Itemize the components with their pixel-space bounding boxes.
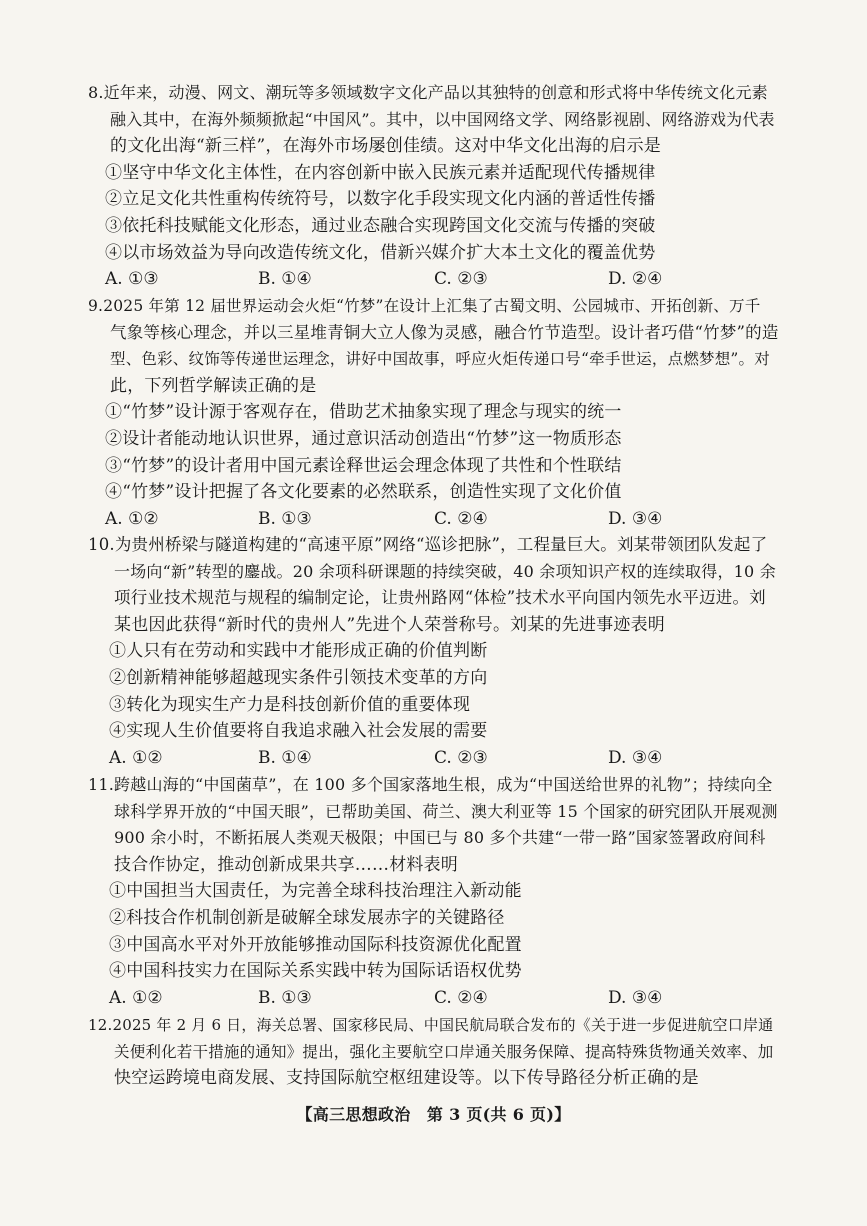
choice-c: C. ②④ <box>434 987 488 1008</box>
question-10 <box>88 532 778 771</box>
option-statement: ④中国科技实力在国际关系实践中转为国际话语权优势 <box>109 961 522 982</box>
choice-a: A. ①② <box>109 987 163 1008</box>
question-stem-line: 型、色彩、纹饰等传递世运理念，讲好中国故事，呼应火炬传递口号“牵手世运，点燃梦想”。对 <box>110 350 770 369</box>
question-stem-line: 球科学界开放的“中国天眼”，已帮助美国、荷兰、澳大利亚等 15 个国家的研究团队开展观测 <box>114 801 778 821</box>
option-statement: ①坚守中华文化主体性，在内容创新中嵌入民族元素并适配现代传播规律 <box>105 162 656 183</box>
option-statement: ②创新精神能够超越现实条件引领技术变革的方向 <box>109 667 488 688</box>
question-12 <box>88 1012 778 1092</box>
option-statement: ②立足文化共性重构传统符号，以数字化手段实现文化内涵的普适性传播 <box>105 189 656 210</box>
option-statement: ③“竹梦”的设计者用中国元素诠释世运会理念体现了共性和个性联结 <box>105 455 622 476</box>
option-statement: ①人只有在劳动和实践中才能形成正确的价值判断 <box>109 641 488 662</box>
option-statement: ②科技合作机制创新是破解全球发展赤字的关键路径 <box>109 907 505 928</box>
choice-c: C. ②④ <box>434 508 488 529</box>
question-stem-line: 11.跨越山海的“中国菌草”，在 100 多个国家落地生根，成为“中国送给世界的礼物”；持续向全 <box>88 775 773 794</box>
answer-choices <box>88 266 778 293</box>
option-statement: ②设计者能动地认识世界，通过意识活动创造出“竹梦”这一物质形态 <box>105 428 622 449</box>
choice-a: A. ①② <box>109 747 163 768</box>
option-statement: ①中国担当大国责任，为完善全球科技治理注入新动能 <box>109 881 522 902</box>
option-statement: ④以市场效益为导向改造传统文化，借新兴媒介扩大本土文化的覆盖优势 <box>105 242 656 263</box>
question-stem-line: 一场向“新”转型的鏖战。20 余项科研课题的持续突破，40 余项知识产权的连续取得，10 余 <box>114 561 776 581</box>
choice-d: D. ③④ <box>608 508 663 529</box>
question-stem-line: 9.2025 年第 12 届世界运动会火炬“竹梦”在设计上汇集了古蜀文明、公园城市、开拓创新、万千 <box>88 297 761 315</box>
answer-choices <box>88 985 778 1012</box>
option-statement: ④实现人生价值要将自我追求融入社会发展的需要 <box>109 721 488 742</box>
answer-choices <box>88 506 778 533</box>
option-statement: ③中国高水平对外开放能够推动国际科技资源优化配置 <box>109 934 522 955</box>
choice-d: D. ③④ <box>608 987 663 1008</box>
choice-b: B. ①④ <box>258 269 312 290</box>
choice-d: D. ②④ <box>608 269 663 290</box>
question-stem-line: 8.近年来，动漫、网文、潮玩等多领域数字文化产品以其独特的创意和形式将中华传统文化元素 <box>88 83 768 102</box>
choice-b: B. ①④ <box>258 747 312 768</box>
question-stem-line: 12.2025 年 2 月 6 日，海关总署、国家移民局、中国民航局联合发布的《关于进一步促进航空口岸通 <box>88 1016 774 1034</box>
question-8 <box>88 80 778 293</box>
choice-b: B. ①③ <box>258 987 312 1008</box>
question-stem-line: 10.为贵州桥梁与隧道构建的“高速平原”网络“巡诊把脉”，工程量巨大。刘某带领团队发起了 <box>88 535 768 554</box>
question-stem-line: 900 余小时，不断拓展人类观天极限；中国已与 80 多个共建“一带一路”国家签署政府间科 <box>114 828 766 848</box>
question-11 <box>88 772 778 1011</box>
question-stem-line: 气象等核心理念，并以三星堆青铜大立人像为灵感，融合竹节造型。设计者巧借“竹梦”的造 <box>110 322 779 342</box>
question-stem-line: 项行业技术规范与规程的编制定论，让贵州路网“体检”技术水平向国内领先水平迈进。刘 <box>114 588 766 608</box>
choice-c: C. ②③ <box>434 269 488 290</box>
question-stem-line: 某也因此获得“新时代的贵州人”先进个人荣誉称号。刘某的先进事迹表明 <box>114 614 665 635</box>
option-statement: ③转化为现实生产力是科技创新价值的重要体现 <box>109 694 471 715</box>
option-statement: ③依托科技赋能文化形态，通过业态融合实现跨国文化交流与传播的突破 <box>105 215 656 236</box>
question-9 <box>88 293 778 532</box>
answer-choices <box>88 745 778 772</box>
question-stem-line: 此，下列哲学解读正确的是 <box>110 375 317 396</box>
page-footer: 【高三思想政治 第 3 页(共 6 页)】 <box>296 1105 571 1124</box>
option-statement: ④“竹梦”设计把握了各文化要素的必然联系，创造性实现了文化价值 <box>105 482 622 503</box>
choice-a: A. ①③ <box>105 269 159 290</box>
question-stem-line: 技合作协定，推动创新成果共享……材料表明 <box>114 854 458 875</box>
question-stem-line: 的文化出海“新三样”，在海外市场屡创佳绩。这对中华文化出海的启示是 <box>110 136 661 157</box>
choice-b: B. ①③ <box>258 508 312 529</box>
choice-c: C. ②③ <box>434 747 488 768</box>
option-statement: ①“竹梦”设计源于客观存在，借助艺术抽象实现了理念与现实的统一 <box>105 402 622 423</box>
question-stem-line: 快空运跨境电商发展、支持国际航空枢纽建设等。以下传导路径分析正确的是 <box>114 1068 699 1089</box>
question-stem-line: 关便利化若干措施的通知》提出，强化主要航空口岸通关服务保障、提高特殊货物通关效率、加 <box>114 1042 774 1061</box>
question-stem-line: 融入其中，在海外频频掀起“中国风”。其中，以中国网络文学、网络影视剧、网络游戏为代表 <box>110 109 775 129</box>
choice-d: D. ③④ <box>608 747 663 768</box>
choice-a: A. ①② <box>105 508 159 529</box>
